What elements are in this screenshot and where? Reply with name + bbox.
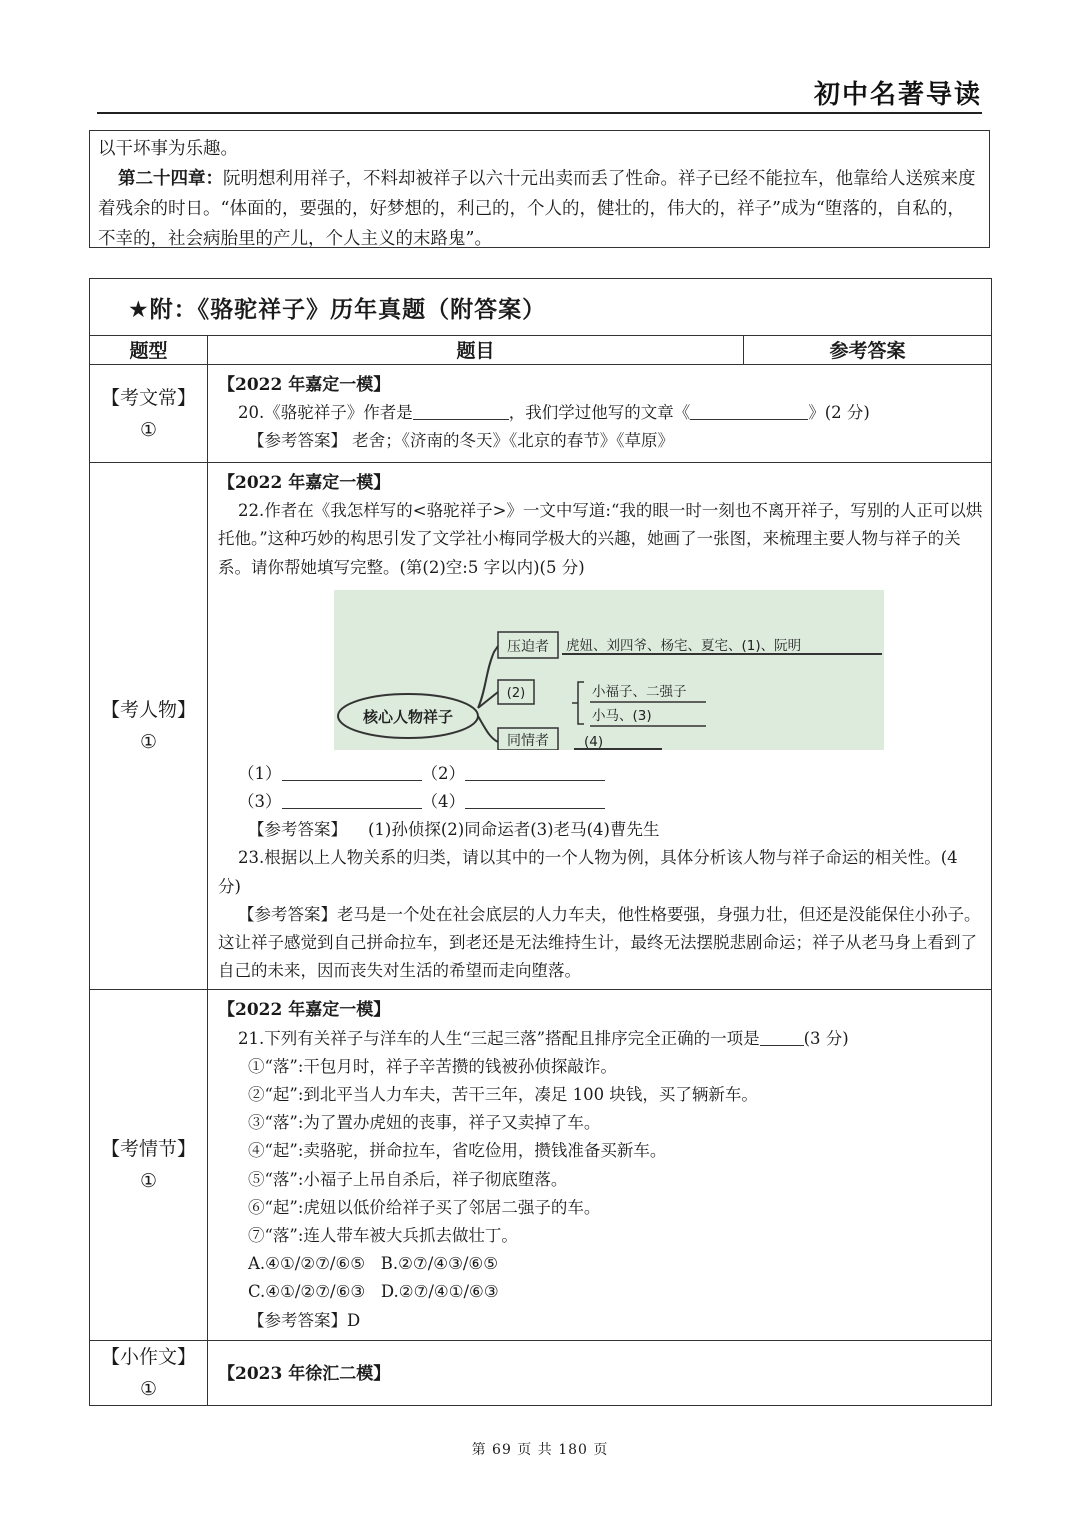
diagram-box-sympathizer-label: 同情者 (507, 732, 549, 749)
chapter-24-text: 阮明想利用祥子，不料却被祥子以六十元出卖而丢了性命。祥子已经不能拉车，他靠给人送殡来度着残余的时日。“体面的，要强的，好梦想的，利己的，个人的，健壮的，伟大的，祥子”成为“堕落的，自私的，不幸的，社会病胎里的产儿，个人主义的末路鬼”。 (98, 169, 976, 249)
question-20: 20.《骆驼祥子》作者是 ，我们学过他写的文章《 》(2 分) (238, 403, 870, 423)
question-source: 【2022 年嘉定一模】 (218, 375, 391, 395)
character-relation-diagram (334, 590, 884, 750)
answer-blank (690, 401, 808, 420)
fill-blanks-3-4: （3） （4） (218, 788, 983, 816)
header-question: 题目 (208, 336, 744, 365)
question-type-cell (90, 463, 208, 990)
diagram-box2-text1: 小福子、二强子 (592, 683, 687, 700)
table-row (90, 463, 992, 990)
question-count: ① (139, 1378, 158, 1401)
page-number: 第 69 页 共 180 页 (471, 1442, 609, 1458)
answer-20: 【参考答案】 老舍；《济南的冬天》《北京的春节》《草原》 (248, 431, 674, 451)
table-row (90, 990, 992, 1341)
diagram-box2-text2: 小马、(3) (592, 707, 652, 724)
question-content (208, 990, 992, 1341)
question-type: 【考文常】 (100, 386, 196, 409)
question-count: ① (139, 731, 158, 754)
answer-blank (760, 1027, 804, 1046)
plot-item: ⑦“落”:连人带车被大兵抓去做壮丁。 (248, 1226, 518, 1246)
plot-item: ⑥“起”:虎妞以低价给祥子买了邻居二强子的车。 (248, 1197, 601, 1217)
question-type-cell (90, 1341, 208, 1406)
plot-item: ④“起”:卖骆驼，拼命拉车，省吃俭用，攒钱准备买新车。 (248, 1141, 667, 1161)
question-21: 21.下列有关祥子与洋车的人生“三起三落”搭配且排序完全正确的一项是 (3 分) (238, 1028, 849, 1048)
diagram-brace (478, 646, 498, 742)
options-line-1: A.④①/②⑦/⑥⑤ B.②⑦/④③/⑥⑤ (248, 1254, 499, 1274)
question-source: 【2022 年嘉定一模】 (218, 1000, 391, 1021)
answer-blank (465, 790, 605, 809)
question-content (208, 463, 992, 990)
summary-chapter-24 (98, 164, 979, 254)
answer-blank (282, 790, 422, 809)
answer-21: 【参考答案】D (248, 1310, 361, 1330)
table-title: ★附：《骆驼祥子》历年真题（附答案） (90, 279, 992, 336)
diagram-center-label: 核心人物祥子 (362, 707, 454, 726)
header-type: 题型 (90, 336, 208, 365)
question-type: 【考人物】 (100, 699, 196, 722)
diagram-box1-text: 虎妞、刘四爷、杨宅、夏宅、(1)、阮明 (566, 637, 802, 654)
question-22: 22.作者在《我怎样写的<骆驼祥子>》一文中写道:“我的眼一时一刻也不离开祥子，写别的人正可以烘托他。”这种巧妙的构思引发了文学社小梅同学极大的兴趣，她画了一张图，来梳理主要人物与祥子的关系。请你帮她填写完整。(第(2)空:5 字以内)(5 分) (218, 501, 983, 577)
header-rule (97, 112, 982, 114)
chapter-summary-box (89, 130, 990, 248)
plot-item: ⑤“落”:小福子上吊自杀后，祥子彻底堕落。 (248, 1169, 568, 1189)
question-type-cell (90, 990, 208, 1341)
answer-blank (282, 762, 422, 781)
header-title: 初中名著导读 (813, 80, 982, 110)
question-23: 23.根据以上人物关系的归类，请以其中的一个人物为例，具体分析该人物与祥子命运的相关性。(4 分) (218, 848, 958, 896)
summary-line-1: 以干坏事为乐趣。 (98, 139, 238, 159)
options-line-2: C.④①/②⑦/⑥③ D.②⑦/④①/⑥③ (248, 1282, 499, 1302)
answer-blank (465, 762, 605, 781)
question-count: ① (139, 418, 158, 441)
header-answer: 参考答案 (744, 336, 992, 365)
plot-item: ②“起”:到北平当人力车夫，苦干三年，凑足 100 块钱，买了辆新车。 (248, 1085, 758, 1105)
question-content (208, 1341, 992, 1406)
question-source: 【2023 年徐汇二模】 (218, 1364, 391, 1385)
table-row (90, 365, 992, 463)
question-content (208, 365, 992, 463)
question-type: 【小作文】 (100, 1346, 196, 1369)
diagram-box3-text: (4) (584, 733, 604, 750)
question-type-cell (90, 365, 208, 463)
answer-23: 【参考答案】老马是一个处在社会底层的人力车夫，他性格要强，身强力壮，但还是没能保住小孙子。这让祥子感觉到自己拼命拉车，到老还是无法维持生计，最终无法摆脱悲剧命运；祥子从老马身上看到了自己的未来，因而丧失对生活的希望而走向堕落。 (218, 904, 981, 981)
table-row (90, 1341, 992, 1406)
plot-item: ③“落”:为了置办虎妞的丧事，祥子又卖掉了车。 (248, 1113, 601, 1133)
exam-questions-table (89, 278, 992, 1406)
plot-item: ①“落”:干包月时，祥子辛苦攒的钱被孙侦探敲诈。 (248, 1056, 617, 1076)
diagram-box-oppressor-label: 压迫者 (507, 638, 549, 655)
answer-blank (413, 401, 509, 420)
question-type: 【考情节】 (100, 1138, 196, 1161)
answer-22: 【参考答案】 (1)孙侦探(2)同命运者(3)老马(4)曹先生 (248, 820, 660, 840)
question-source: 【2022 年嘉定一模】 (218, 473, 391, 493)
fill-blanks-1-2: （1） （2） (218, 760, 983, 788)
chapter-24-label: 第二十四章： (118, 169, 223, 189)
diagram-box-2-label: (2) (506, 685, 526, 701)
question-count: ① (139, 1170, 158, 1193)
diagram-small-brace (572, 682, 584, 724)
